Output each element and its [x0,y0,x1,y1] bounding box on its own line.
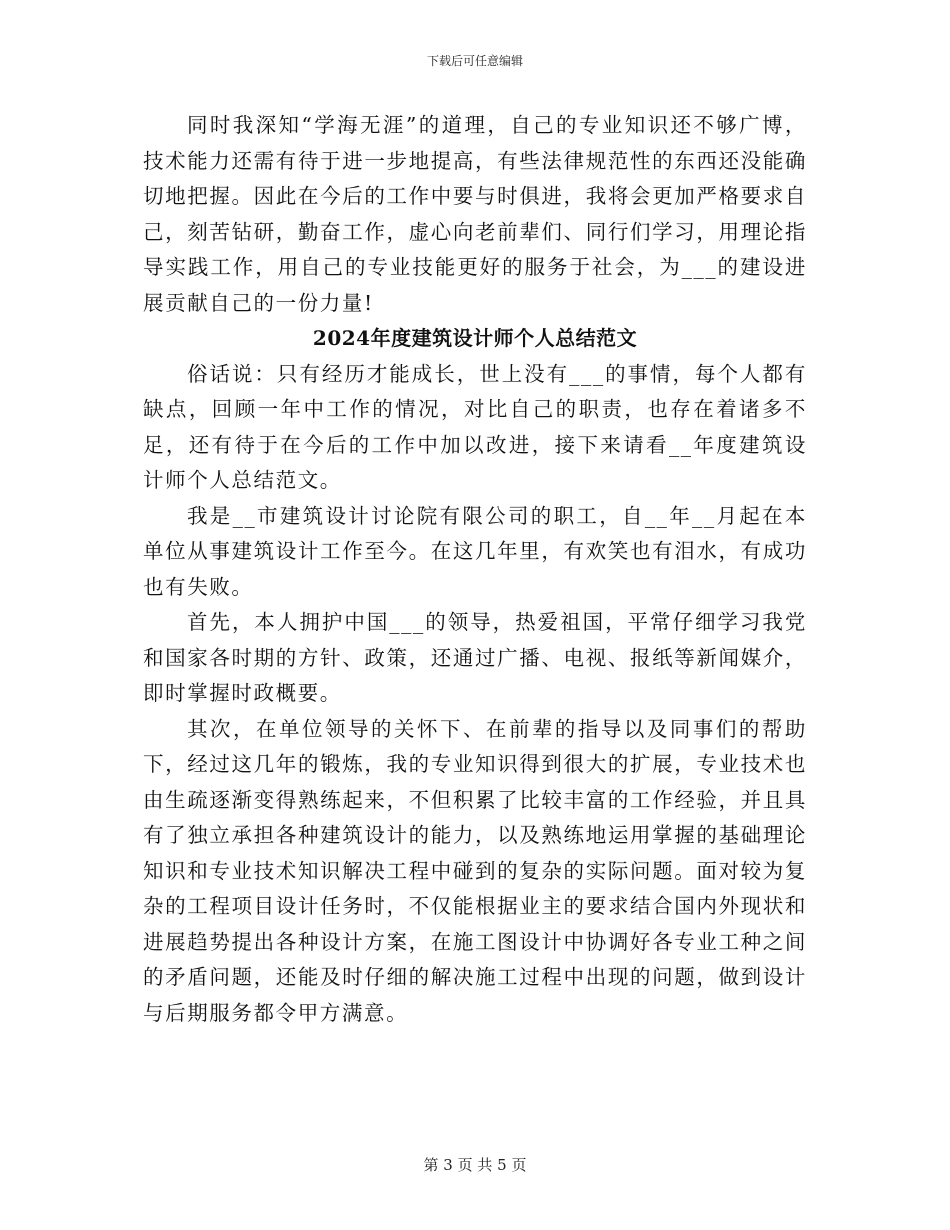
paragraph-background: 我是__市建筑设计讨论院有限公司的职工，自__年__月起在本单位从事建筑设计工作至今。在这几年里，有欢笑也有泪水，有成功也有失败。 [143,503,807,599]
opening-paragraph: 同时我深知“学海无涯”的道理，自己的专业知识还不够广博，技术能力还需有待于进一步地提高，有些法律规范性的东西还没能确切地把握。因此在今后的工作中要与时俱进，我将会更加严格要求自己，刻苦钻研，勤奋工作，虚心向老前辈们、同行们学习，用理论指导实践工作，用自己的专业技能更好的服务于社会，为___的建设进展贡献自己的一份力量! [143,113,807,315]
paragraph-professional: 其次，在单位领导的关怀下、在前辈的指导以及同事们的帮助下，经过这几年的锻炼，我的专业知识得到很大的扩展，专业技术也由生疏逐渐变得熟练起来，不但积累了比较丰富的工作经验，并且具有了独立承担各种建筑设计的能力，以及熟练地运用掌握的基础理论知识和专业技术知识解决工程中碰到的复杂的实际问题。面对较为复杂的工程项目设计任务时，不仅能根据业主的要求结合国内外现状和进展趋势提出各种设计方案，在施工图设计中协调好各专业工种之间的矛盾问题，还能及时仔细的解决施工过程中出现的问题，做到设计与后期服务都令甲方满意。 [143,716,807,1025]
document-body [143,108,807,1031]
document-title: 2024年度建筑设计师个人总结范文 [312,326,638,350]
paragraph-intro: 俗话说：只有经历才能成长，世上没有___的事情，每个人都有缺点，回顾一年中工作的情况，对比自己的职责，也存在着诸多不足，还有待于在今后的工作中加以改进，接下来请看__年度建筑设计师个人总结范文。 [143,361,807,492]
paragraph-political: 首先，本人拥护中国___的领导，热爱祖国，平常仔细学习我党和国家各时期的方针、政策，还通过广播、电视、报纸等新闻媒介，即时掌握时政概要。 [143,610,807,705]
page-header: 下载后可任意编辑 [426,54,523,68]
page-footer: 第 3 页 共 5 页 [423,1156,527,1174]
